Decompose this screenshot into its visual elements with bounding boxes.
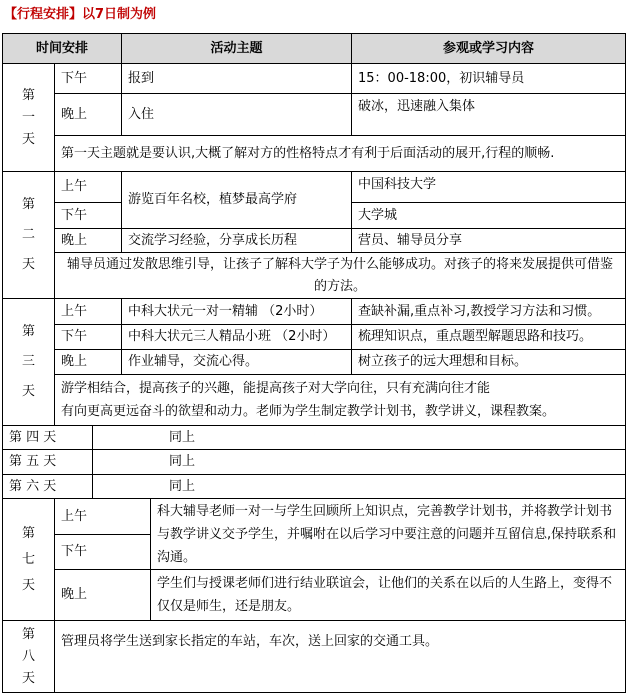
day1-content-2: 破冰，迅速融入集体 [351,93,626,136]
day3-content-2: 梳理知识点，重点题型解题思路和技巧。 [351,324,626,350]
day3-note-line1: 游学相结合，提高孩子的兴趣，能提高孩子对大学向往，只有充满向往才能 [61,381,491,396]
day3-label [2,298,55,426]
day2-content-2: 大学城 [351,202,626,229]
day1-topic-2: 入住 [121,93,352,136]
day8-label [2,620,55,693]
day1-topic-1: 报到 [121,63,352,94]
day2-label [2,171,55,299]
day7-label [2,498,55,621]
day3-time-2: 下午 [54,324,122,350]
day7-time-2: 下午 [54,534,151,570]
day3-time-1: 上午 [54,298,122,325]
day2-time-2: 下午 [54,202,122,229]
day3-content-3: 树立孩子的远大理想和目标。 [351,349,626,375]
day3-topic-3: 作业辅导，交流心得。 [121,349,352,375]
header-topic: 活动主题 [121,33,352,64]
day3-time-3: 晚上 [54,349,122,375]
day5-content-text: 同上 [169,454,196,469]
day1-label-text: 第一天 [21,87,35,147]
day7-time-1: 上午 [54,498,151,535]
day3-content-1: 查缺补漏,重点补习,教授学习方法和习惯。 [351,298,626,325]
day2-note: 辅导员通过发散思维引导，让孩子了解科大学子为什么能够成功。对孩子的将来发展提供可借鉴的方法。 [54,252,626,299]
page-title [4,3,156,22]
day8-label-text: 第八天 [21,626,35,686]
day4-label: 第 四 天 [2,425,93,450]
day1-note: 第一天主题就是要认识,大概了解对方的性格特点才有利于后面活动的展开,行程的顺畅. [54,135,626,172]
day3-label-text: 第三天 [21,324,35,399]
day6-content [92,474,626,499]
day5-label: 第 五 天 [2,449,93,475]
day1-label [2,63,55,172]
day3-topic-1: 中科大状元一对一精辅 （2小时） [121,298,352,325]
day2-label-text: 第二天 [21,197,35,272]
day2-content-1: 中国科技大学 [351,171,626,203]
day2-time-3: 晚上 [54,228,122,253]
header-visit: 参观或学习内容 [351,33,626,64]
day4-content [92,425,626,450]
title-rest: 以7日制为例 [82,7,157,22]
day8-content: 管理员将学生送到家长指定的车站，车次，送上回家的交通工具。 [54,620,626,693]
day2-time-1: 上午 [54,171,122,203]
day3-note-line2: 有向更高更远奋斗的欲望和动力。老师为学生制定教学计划书，教学讲义，课程教案。 [61,404,556,419]
day2-merged-topic: 游览百年名校，植梦最高学府 [121,171,352,229]
day2-content-3: 营员、辅导员分享 [351,228,626,253]
day4-content-text: 同上 [169,429,196,445]
header-time: 时间安排 [2,33,122,64]
day7-label-text: 第七天 [21,525,35,593]
day7-content-1: 科大辅导老师一对一与学生回顾所上知识点，完善教学计划书，并将教学计划书与教学讲义交予学生，并嘱咐在以后学习中要注意的问题并互留信息,保持联系和沟通。 [150,498,626,570]
day3-note [54,374,626,426]
day7-content-2: 学生们与授课老师们进行结业联谊会，让他们的关系在以后的人生路上，变得不仅仅是师生，还是朋友。 [150,569,626,621]
day1-content-1: 15：00-18:00，初识辅导员 [351,63,626,94]
day3-topic-2: 中科大状元三人精品小班 （2小时） [121,324,352,350]
day6-content-text: 同上 [169,478,196,494]
day1-time-1: 下午 [54,63,122,94]
day1-time-2: 晚上 [54,93,122,136]
day7-time-3: 晚上 [54,569,151,621]
day2-topic-3: 交流学习经验，分享成长历程 [121,228,352,253]
day6-label: 第 六 天 [2,474,93,499]
day5-content [92,449,626,475]
title-bracket: 【行程安排】 [4,7,83,22]
